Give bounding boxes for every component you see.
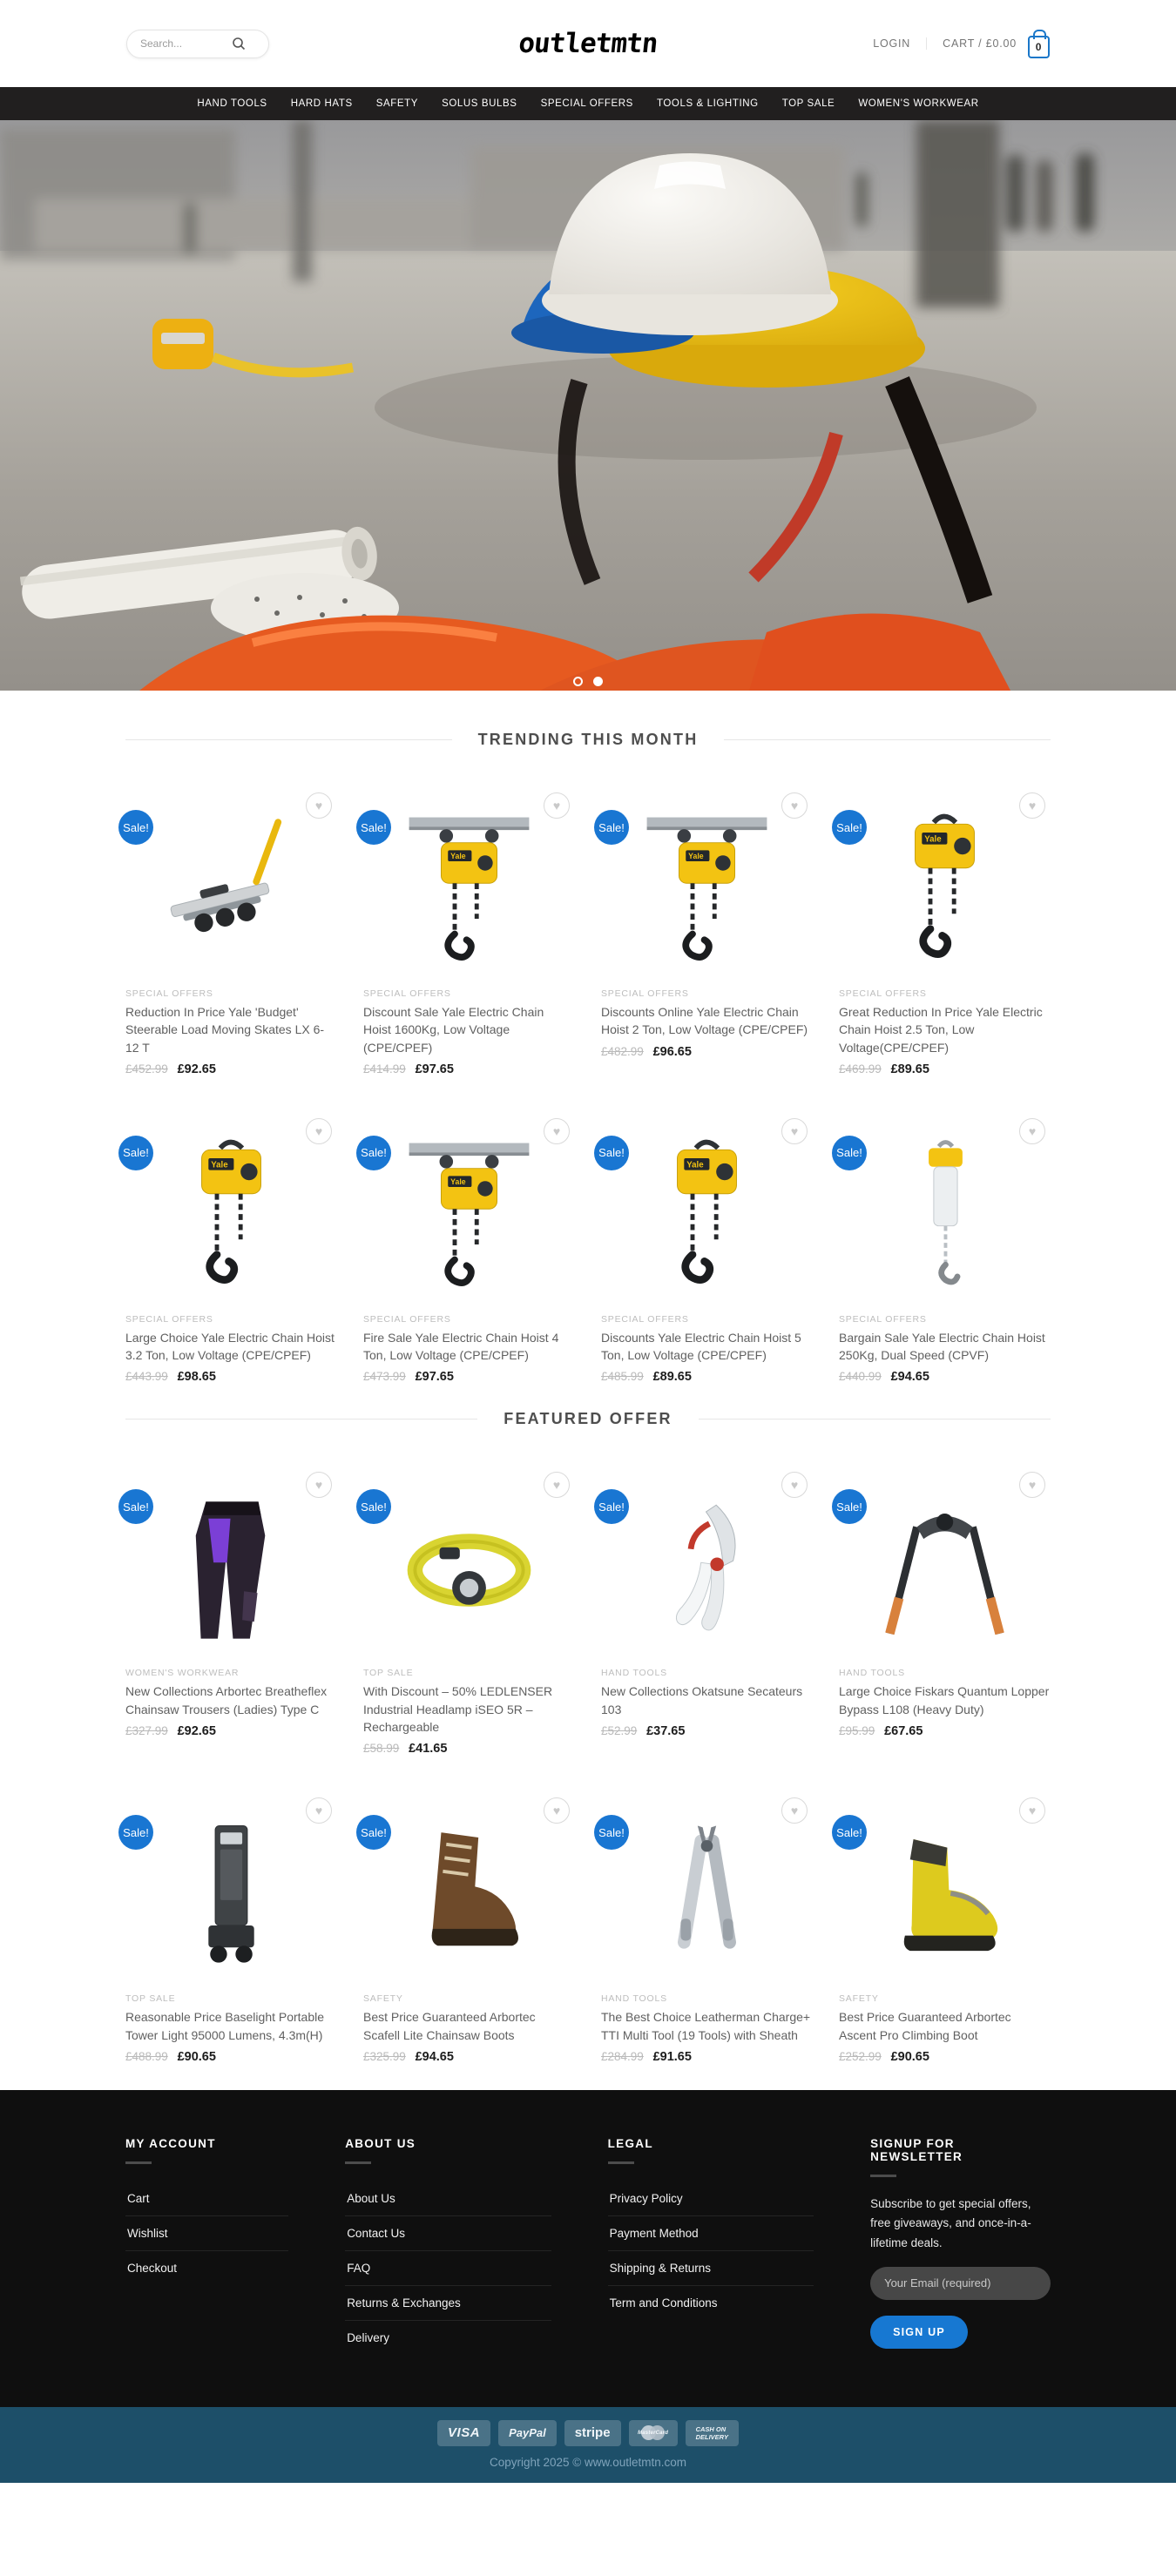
product-card[interactable] [363, 1108, 575, 1385]
nav-item[interactable]: SAFETY [375, 98, 419, 109]
old-price: £95.99 [839, 1724, 875, 1738]
product-category: SPECIAL OFFERS [125, 988, 213, 999]
product-card[interactable] [836, 782, 1051, 1076]
slider-dot[interactable] [573, 677, 583, 686]
sale-badge: Sale! [594, 1136, 629, 1170]
new-price: £67.65 [884, 1724, 923, 1739]
new-price: £91.65 [652, 2049, 692, 2064]
new-price: £37.65 [646, 1724, 686, 1739]
old-price: £284.99 [601, 2049, 644, 2063]
wishlist-button[interactable] [1019, 792, 1045, 819]
sale-badge: Sale! [832, 1815, 867, 1850]
product-title[interactable]: Great Reduction In Price Yale Electric Chain Hoist 2.5 Ton, Low Voltage(CPE/CPEF) [839, 1005, 1043, 1055]
old-price: £452.99 [125, 1062, 168, 1076]
heart-icon: ♥ [790, 1478, 799, 1493]
old-price: £58.99 [363, 1742, 400, 1756]
product-category: SPECIAL OFFERS [601, 1313, 689, 1325]
product-image-secateurs[interactable] [601, 1461, 813, 1657]
product-image-lopper[interactable] [839, 1461, 1051, 1657]
heart-icon: ♥ [790, 1804, 799, 1818]
product-prices [363, 1062, 575, 1076]
new-price: £41.65 [409, 1742, 448, 1757]
product-prices [839, 1724, 1051, 1738]
footer-link-list [345, 2182, 551, 2355]
new-price: £94.65 [415, 2049, 454, 2064]
footer-link-list [608, 2182, 814, 2320]
signup-button[interactable]: SIGN UP [870, 2316, 968, 2349]
product-prices [125, 1370, 337, 1384]
footer-link[interactable]: Returns & Exchanges [345, 2286, 551, 2321]
nav-item[interactable]: TOOLS & LIGHTING [656, 98, 759, 109]
old-price: £473.99 [363, 1370, 406, 1384]
product-prices [363, 2050, 575, 2064]
wishlist-button[interactable] [306, 792, 332, 819]
product-category: SPECIAL OFFERS [363, 1313, 451, 1325]
sale-badge: Sale! [118, 1815, 153, 1850]
product-category: WOMEN'S WORKWEAR [125, 1668, 240, 1679]
product-card[interactable] [363, 1787, 575, 2064]
sale-badge: Sale! [118, 810, 153, 845]
heart-icon: ♥ [552, 1123, 561, 1138]
hero-slider [0, 120, 1176, 691]
product-image-tower-light[interactable] [125, 1787, 337, 1983]
nav-item[interactable]: TOP SALE [781, 98, 835, 109]
product-card[interactable] [125, 1787, 337, 2064]
wishlist-button[interactable] [781, 1118, 808, 1144]
product-image-chainsaw-boots[interactable] [363, 1787, 575, 1983]
product-image-chain-hoist[interactable] [839, 782, 1051, 978]
product-card[interactable] [363, 1461, 575, 1756]
payment-visa-icon: VISA [437, 2420, 490, 2446]
product-title[interactable]: New Collections Okatsune Secateurs 103 [601, 1684, 803, 1716]
bottom-bar [0, 2407, 1176, 2483]
main-content [0, 691, 1176, 2064]
login-link[interactable]: LOGIN [873, 37, 927, 50]
heading-underline [608, 2161, 634, 2164]
heading-underline [870, 2175, 896, 2177]
sale-badge: Sale! [832, 1489, 867, 1524]
product-section [125, 1410, 1051, 2063]
footer-column [125, 2137, 288, 2355]
sale-badge: Sale! [832, 810, 867, 845]
product-title[interactable]: Discounts Online Yale Electric Chain Hoist 2 Ton, Low Voltage (CPE/CPEF) [601, 1005, 808, 1037]
footer-link[interactable]: About Us [345, 2182, 551, 2216]
cart-count: 0 [1035, 40, 1043, 53]
product-image-chain-hoist[interactable] [125, 1108, 337, 1304]
footer-link[interactable]: Payment Method [608, 2216, 814, 2251]
footer-column-heading: ABOUT US [345, 2136, 416, 2150]
product-card[interactable] [125, 1461, 337, 1756]
new-price: £97.65 [415, 1370, 454, 1385]
product-card[interactable] [598, 1108, 813, 1385]
product-title[interactable]: The Best Choice Leatherman Charge+ TTI Multi Tool (19 Tools) with Sheath [601, 2010, 811, 2042]
product-prices [601, 1724, 813, 1738]
new-price: £97.65 [415, 1062, 454, 1076]
footer-column-heading: MY ACCOUNT [125, 2136, 216, 2150]
product-prices [125, 2050, 337, 2064]
heart-icon: ♥ [1028, 799, 1037, 813]
product-title[interactable]: Large Choice Yale Electric Chain Hoist 3.2 Ton, Low Voltage (CPE/CPEF) [125, 1330, 335, 1363]
product-image-load-skates[interactable] [125, 782, 337, 978]
sale-badge: Sale! [594, 1489, 629, 1524]
payment-cash-on-delivery-icon: CASH ON DELIVERY [686, 2420, 739, 2446]
footer-link[interactable]: Cart [125, 2182, 288, 2216]
copyright: Copyright 2025 © www.outletmtn.com [489, 2455, 687, 2469]
search-input[interactable] [127, 37, 232, 50]
old-price: £482.99 [601, 1044, 644, 1058]
wishlist-button[interactable] [544, 792, 570, 819]
heart-icon: ♥ [790, 799, 799, 813]
payment-paypal-icon: PayPal [498, 2420, 557, 2446]
nav-item[interactable]: SOLUS BULBS [442, 98, 517, 109]
footer-link[interactable]: Shipping & Returns [608, 2251, 814, 2286]
footer-link[interactable]: Wishlist [125, 2216, 288, 2251]
product-title[interactable]: Fire Sale Yale Electric Chain Hoist 4 Ton, Low Voltage (CPE/CPEF) [363, 1330, 559, 1363]
product-image-work-trousers[interactable] [125, 1461, 337, 1657]
site-footer [0, 2090, 1176, 2407]
product-grid [125, 1461, 1051, 2063]
section-heading [125, 1410, 1051, 1428]
heading-underline [345, 2161, 371, 2164]
product-title[interactable]: Discount Sale Yale Electric Chain Hoist 1600Kg, Low Voltage (CPE/CPEF) [363, 1005, 544, 1055]
product-card[interactable] [836, 1461, 1051, 1756]
new-price: £94.65 [890, 1370, 929, 1385]
payment-stripe-icon: stripe [564, 2420, 621, 2446]
site-logo[interactable]: outletmtn [517, 28, 659, 59]
nav-item[interactable]: HAND TOOLS [197, 98, 267, 109]
product-category: SPECIAL OFFERS [601, 988, 689, 999]
product-card[interactable] [125, 1108, 337, 1385]
cart-label: CART / £0.00 [943, 37, 1017, 50]
new-price: £92.65 [177, 1724, 216, 1739]
account-area [873, 30, 1050, 58]
sale-badge: Sale! [118, 1489, 153, 1524]
product-title[interactable]: Best Price Guaranteed Arbortec Scafell Lite Chainsaw Boots [363, 2010, 536, 2042]
svg-text:Yale: Yale [211, 1160, 228, 1170]
sale-badge: Sale! [356, 1815, 391, 1850]
newsletter-text: Subscribe to get special offers, free giveaways, and once-in-a-lifetime deals. [870, 2196, 1031, 2249]
old-price: £443.99 [125, 1370, 168, 1384]
payment-mastercard-icon: MasterCard [629, 2420, 678, 2446]
product-title[interactable]: Large Choice Fiskars Quantum Lopper Bypass L108 (Heavy Duty) [839, 1684, 1050, 1716]
heart-icon: ♥ [314, 1123, 323, 1138]
new-price: £98.65 [177, 1370, 216, 1385]
newsletter-column [870, 2137, 1051, 2355]
section-title: TRENDING THIS MONTH [477, 731, 699, 748]
product-card[interactable] [125, 782, 337, 1076]
product-card[interactable] [598, 782, 813, 1076]
product-image-multi-tool[interactable] [601, 1787, 813, 1983]
product-category: HAND TOOLS [601, 1668, 667, 1679]
heart-icon: ♥ [1028, 1478, 1037, 1493]
product-category: SPECIAL OFFERS [363, 988, 451, 999]
product-category: TOP SALE [363, 1668, 414, 1679]
heart-icon: ♥ [552, 799, 561, 813]
svg-text:Yale: Yale [688, 852, 704, 861]
old-price: £414.99 [363, 1062, 406, 1076]
nav-item[interactable]: HARD HATS [290, 98, 353, 109]
footer-columns [125, 2137, 1051, 2355]
product-category: HAND TOOLS [601, 1993, 667, 2005]
product-title[interactable]: New Collections Arbortec Breatheflex Chainsaw Trousers (Ladies) Type C [125, 1684, 328, 1716]
product-image-chain-hoist-trolley[interactable] [363, 782, 575, 978]
new-price: £89.65 [890, 1062, 929, 1076]
product-category: HAND TOOLS [839, 1668, 905, 1679]
footer-link[interactable]: Checkout [127, 2261, 178, 2275]
svg-text:Yale: Yale [450, 1177, 466, 1187]
product-image-chain-hoist-white[interactable] [839, 1108, 1051, 1304]
heart-icon: ♥ [1028, 1804, 1037, 1818]
footer-link[interactable]: Term and Conditions [609, 2296, 718, 2310]
newsletter-heading: SIGNUP FOR NEWSLETTER [870, 2136, 963, 2163]
sale-badge: Sale! [118, 1136, 153, 1170]
product-title[interactable]: Reduction In Price Yale 'Budget' Steerable Load Moving Skates LX 6-12 T [125, 1005, 325, 1055]
svg-text:Yale: Yale [686, 1160, 704, 1170]
heart-icon: ♥ [552, 1804, 561, 1818]
main-nav [0, 87, 1176, 120]
payment-methods [0, 2420, 1176, 2446]
product-card[interactable] [363, 782, 575, 1076]
heart-icon: ♥ [314, 1804, 323, 1818]
product-prices [601, 2050, 813, 2064]
product-section [125, 731, 1051, 1384]
wishlist-button[interactable] [1019, 1118, 1045, 1144]
product-image-chain-hoist-trolley[interactable] [363, 1108, 575, 1304]
product-image-climbing-boot[interactable] [839, 1787, 1051, 1983]
heart-icon: ♥ [1028, 1123, 1037, 1138]
old-price: £325.99 [363, 2049, 406, 2063]
footer-column [345, 2137, 551, 2355]
product-title[interactable]: With Discount – 50% LEDLENSER Industrial Headlamp iSEO 5R – Rechargeable [363, 1684, 553, 1735]
product-prices [839, 2050, 1051, 2064]
search-icon[interactable] [232, 37, 246, 51]
footer-column [608, 2137, 814, 2355]
new-price: £90.65 [890, 2049, 929, 2064]
wishlist-button[interactable] [544, 1118, 570, 1144]
heading-underline [125, 2161, 152, 2164]
slider-dots [573, 677, 603, 686]
product-category: SPECIAL OFFERS [125, 1313, 213, 1325]
product-category: SPECIAL OFFERS [839, 1313, 927, 1325]
heart-icon: ♥ [314, 1478, 323, 1493]
product-card[interactable] [598, 1787, 813, 2064]
new-price: £96.65 [652, 1044, 692, 1059]
product-card[interactable] [598, 1461, 813, 1756]
heading-line-right [724, 739, 1051, 740]
heart-icon: ♥ [552, 1478, 561, 1493]
heading-line-left [125, 739, 452, 740]
footer-link[interactable]: FAQ [345, 2251, 551, 2286]
new-price: £89.65 [652, 1370, 692, 1385]
sale-badge: Sale! [356, 1489, 391, 1524]
product-prices [125, 1062, 337, 1076]
product-prices [601, 1045, 813, 1059]
product-category: SAFETY [839, 1993, 879, 2005]
wishlist-button[interactable] [306, 1118, 332, 1144]
section-heading [125, 731, 1051, 749]
sale-badge: Sale! [356, 810, 391, 845]
product-prices [363, 1742, 575, 1756]
product-prices [601, 1370, 813, 1384]
old-price: £469.99 [839, 1062, 882, 1076]
product-category: TOP SALE [125, 1993, 176, 2005]
product-title[interactable]: Reasonable Price Baselight Portable Tower Light 95000 Lumens, 4.3m(H) [125, 2010, 325, 2042]
product-grid [125, 782, 1051, 1384]
sale-badge: Sale! [356, 1136, 391, 1170]
slider-dot[interactable] [593, 677, 603, 686]
section-title: FEATURED OFFER [504, 1410, 672, 1428]
product-title[interactable]: Discounts Yale Electric Chain Hoist 5 Ton, Low Voltage (CPE/CPEF) [601, 1330, 801, 1363]
nav-item[interactable]: SPECIAL OFFERS [540, 98, 633, 109]
newsletter-email-input[interactable] [870, 2267, 1051, 2300]
product-card[interactable] [836, 1787, 1051, 2064]
sale-badge: Sale! [832, 1136, 867, 1170]
product-prices [363, 1370, 575, 1384]
old-price: £252.99 [839, 2049, 882, 2063]
svg-text:Yale: Yale [450, 852, 466, 861]
sale-badge: Sale! [594, 810, 629, 845]
product-card[interactable] [836, 1108, 1051, 1385]
product-image-chain-hoist-trolley[interactable] [601, 782, 813, 978]
footer-column-heading: LEGAL [607, 2136, 653, 2150]
footer-link[interactable]: Privacy Policy [608, 2182, 814, 2216]
old-price: £488.99 [125, 2049, 168, 2063]
old-price: £327.99 [125, 1724, 168, 1738]
wishlist-button[interactable] [781, 792, 808, 819]
hero-image [0, 120, 1176, 691]
product-image-chain-hoist[interactable] [601, 1108, 813, 1304]
nav-item[interactable]: WOMEN'S WORKWEAR [858, 98, 979, 109]
cart-link[interactable] [927, 30, 1050, 58]
cart-bag-icon[interactable] [1028, 36, 1050, 58]
old-price: £440.99 [839, 1370, 882, 1384]
product-category: SAFETY [363, 1993, 403, 2005]
footer-link-list [125, 2182, 288, 2285]
svg-text:Yale: Yale [924, 834, 942, 845]
sale-badge: Sale! [594, 1815, 629, 1850]
heart-icon: ♥ [314, 799, 323, 813]
product-prices [839, 1062, 1051, 1076]
site-header [0, 0, 1176, 87]
new-price: £92.65 [177, 1062, 216, 1076]
product-category: SPECIAL OFFERS [839, 988, 927, 999]
product-title[interactable]: Best Price Guaranteed Arbortec Ascent Pro Climbing Boot [839, 2010, 1011, 2042]
product-title[interactable]: Bargain Sale Yale Electric Chain Hoist 250Kg, Dual Speed (CPVF) [839, 1330, 1045, 1363]
product-prices [839, 1370, 1051, 1384]
old-price: £52.99 [601, 1724, 638, 1738]
search-box[interactable] [126, 30, 269, 58]
heart-icon: ♥ [790, 1123, 799, 1138]
footer-link[interactable]: Contact Us [345, 2216, 551, 2251]
product-prices [125, 1724, 337, 1738]
old-price: £485.99 [601, 1370, 644, 1384]
footer-link[interactable]: Delivery [347, 2330, 389, 2344]
product-image-headlamp[interactable] [363, 1461, 575, 1657]
new-price: £90.65 [177, 2049, 216, 2064]
